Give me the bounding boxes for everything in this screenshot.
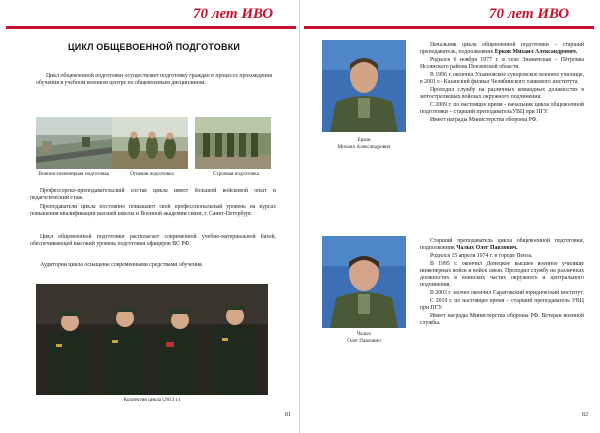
caption-chalykh-surname: Чалых (356, 331, 372, 337)
bio-erkov-since: С 2009 г. по настоящее время - начальник цикла общевоенной подготовки – старший преподавательУВЦ при ПГУ. (420, 101, 584, 115)
facilities-paragraph: Цикл общевоенной подготовки располагает современной учебно-материальной базой, обеспечивающей высокий уровень подготовки офицеров ВС РФ. (30, 234, 276, 248)
section-title: ЦИКЛ ОБЩЕВОЕННОЙ ПОДГОТОВКИ (67, 42, 241, 52)
page-number-right: 82 (582, 412, 588, 418)
bio-chalykh-study: В 1995 г. окончил Донецкое высшее военное училище инженерных войск и войск связи. Проходил службу на различных должностях в воинских частях окружного и центрального подчинения. (420, 260, 584, 289)
portrait-chalykh (322, 236, 406, 328)
bio-erkov-service: Проходил службу на различных командных должностях в мотострелковых войсках окружного подчинения. (420, 86, 584, 100)
header-rule (304, 26, 594, 29)
fire-training-photo (112, 117, 188, 169)
staff-paragraph: Профессорско-преподавательский состав цикла имеет большой войсковой опыт и педагогический стаж. (30, 188, 276, 202)
bio-chalykh-name: Чалых Олег Павлович. (456, 245, 518, 252)
drill-training-photo (195, 117, 271, 169)
bio-chalykh (420, 238, 584, 327)
portrait-erkov (322, 40, 406, 132)
page-number-left: 81 (285, 412, 291, 418)
bio-erkov-name: Ерков Михаил Александрович. (494, 49, 578, 56)
caption-chalykh-name: Олег Павлович (347, 338, 381, 344)
bio-chalykh-study2: В 2003 г. заочно окончил Саратовский юридический институт. (430, 289, 584, 296)
bio-chalykh-awards: Имеет награды Министерства обороны РФ. Ветеран военной службы. (420, 312, 584, 326)
caption-engineering: Военно-инженерная подготовка (38, 171, 110, 177)
bio-erkov (420, 42, 584, 124)
qualification-paragraph: Преподаватели цикла постоянно повышают свой профессиональный уровень на курсах повышения квалификации высшей школы и Военной академии связи, г. Санкт-Петербург. (30, 204, 276, 218)
caption-erkov-surname: Ерков (357, 137, 371, 143)
caption-erkov-name: Михаил Александрович (337, 144, 391, 150)
header-rule (6, 26, 296, 29)
bio-chalykh-since: С 2010 г. по настоящее время – старший преподаватель УВЦ при ПГУ. (420, 297, 584, 311)
team-group-photo (36, 284, 268, 395)
caption-drill: Строевая подготовка (212, 171, 259, 177)
bio-erkov-born: Родился 6 ноября 1977 г. в селе Знаменская – Пётровка Иссинского района Пензенской области. (420, 56, 584, 71)
equipment-paragraph: Аудитории цикла оснащены современными средствами обучения. (40, 262, 204, 268)
bio-erkov-study: В 1996 г. окончил Ульяновское суворовское военное училище, в 2001 г.- Казанский филиал Челябинского танкового института. (420, 71, 584, 86)
right-page (300, 0, 600, 433)
bio-erkov-awards: Имеет награды Министерства обороны РФ. (430, 116, 538, 123)
bio-erkov-lead: Начальник цикла общевоенной подготовки – старший преподаватель, подполковник (420, 42, 584, 56)
header-title: 70 лет ИВО (489, 6, 570, 22)
bio-chalykh-born: Родился 15 апреля 1974 г. в городе Пенза. (430, 252, 533, 259)
intro-paragraph: Цикл общевоенной подготовки осуществляет подготовку граждан в процессе прохождения обучения в учебном военном центре по общевоенным дисциплинам. (36, 73, 272, 87)
caption-fire: Огневая подготовка (130, 171, 174, 177)
group-photo-caption: Коллектив цикла (2013 г.) (123, 397, 181, 403)
bio-chalykh-lead: Старший преподаватель цикла общевоенной подготовки, подполковник (420, 238, 584, 252)
header-title: 70 лет ИВО (193, 6, 274, 22)
engineering-training-photo (36, 117, 112, 169)
